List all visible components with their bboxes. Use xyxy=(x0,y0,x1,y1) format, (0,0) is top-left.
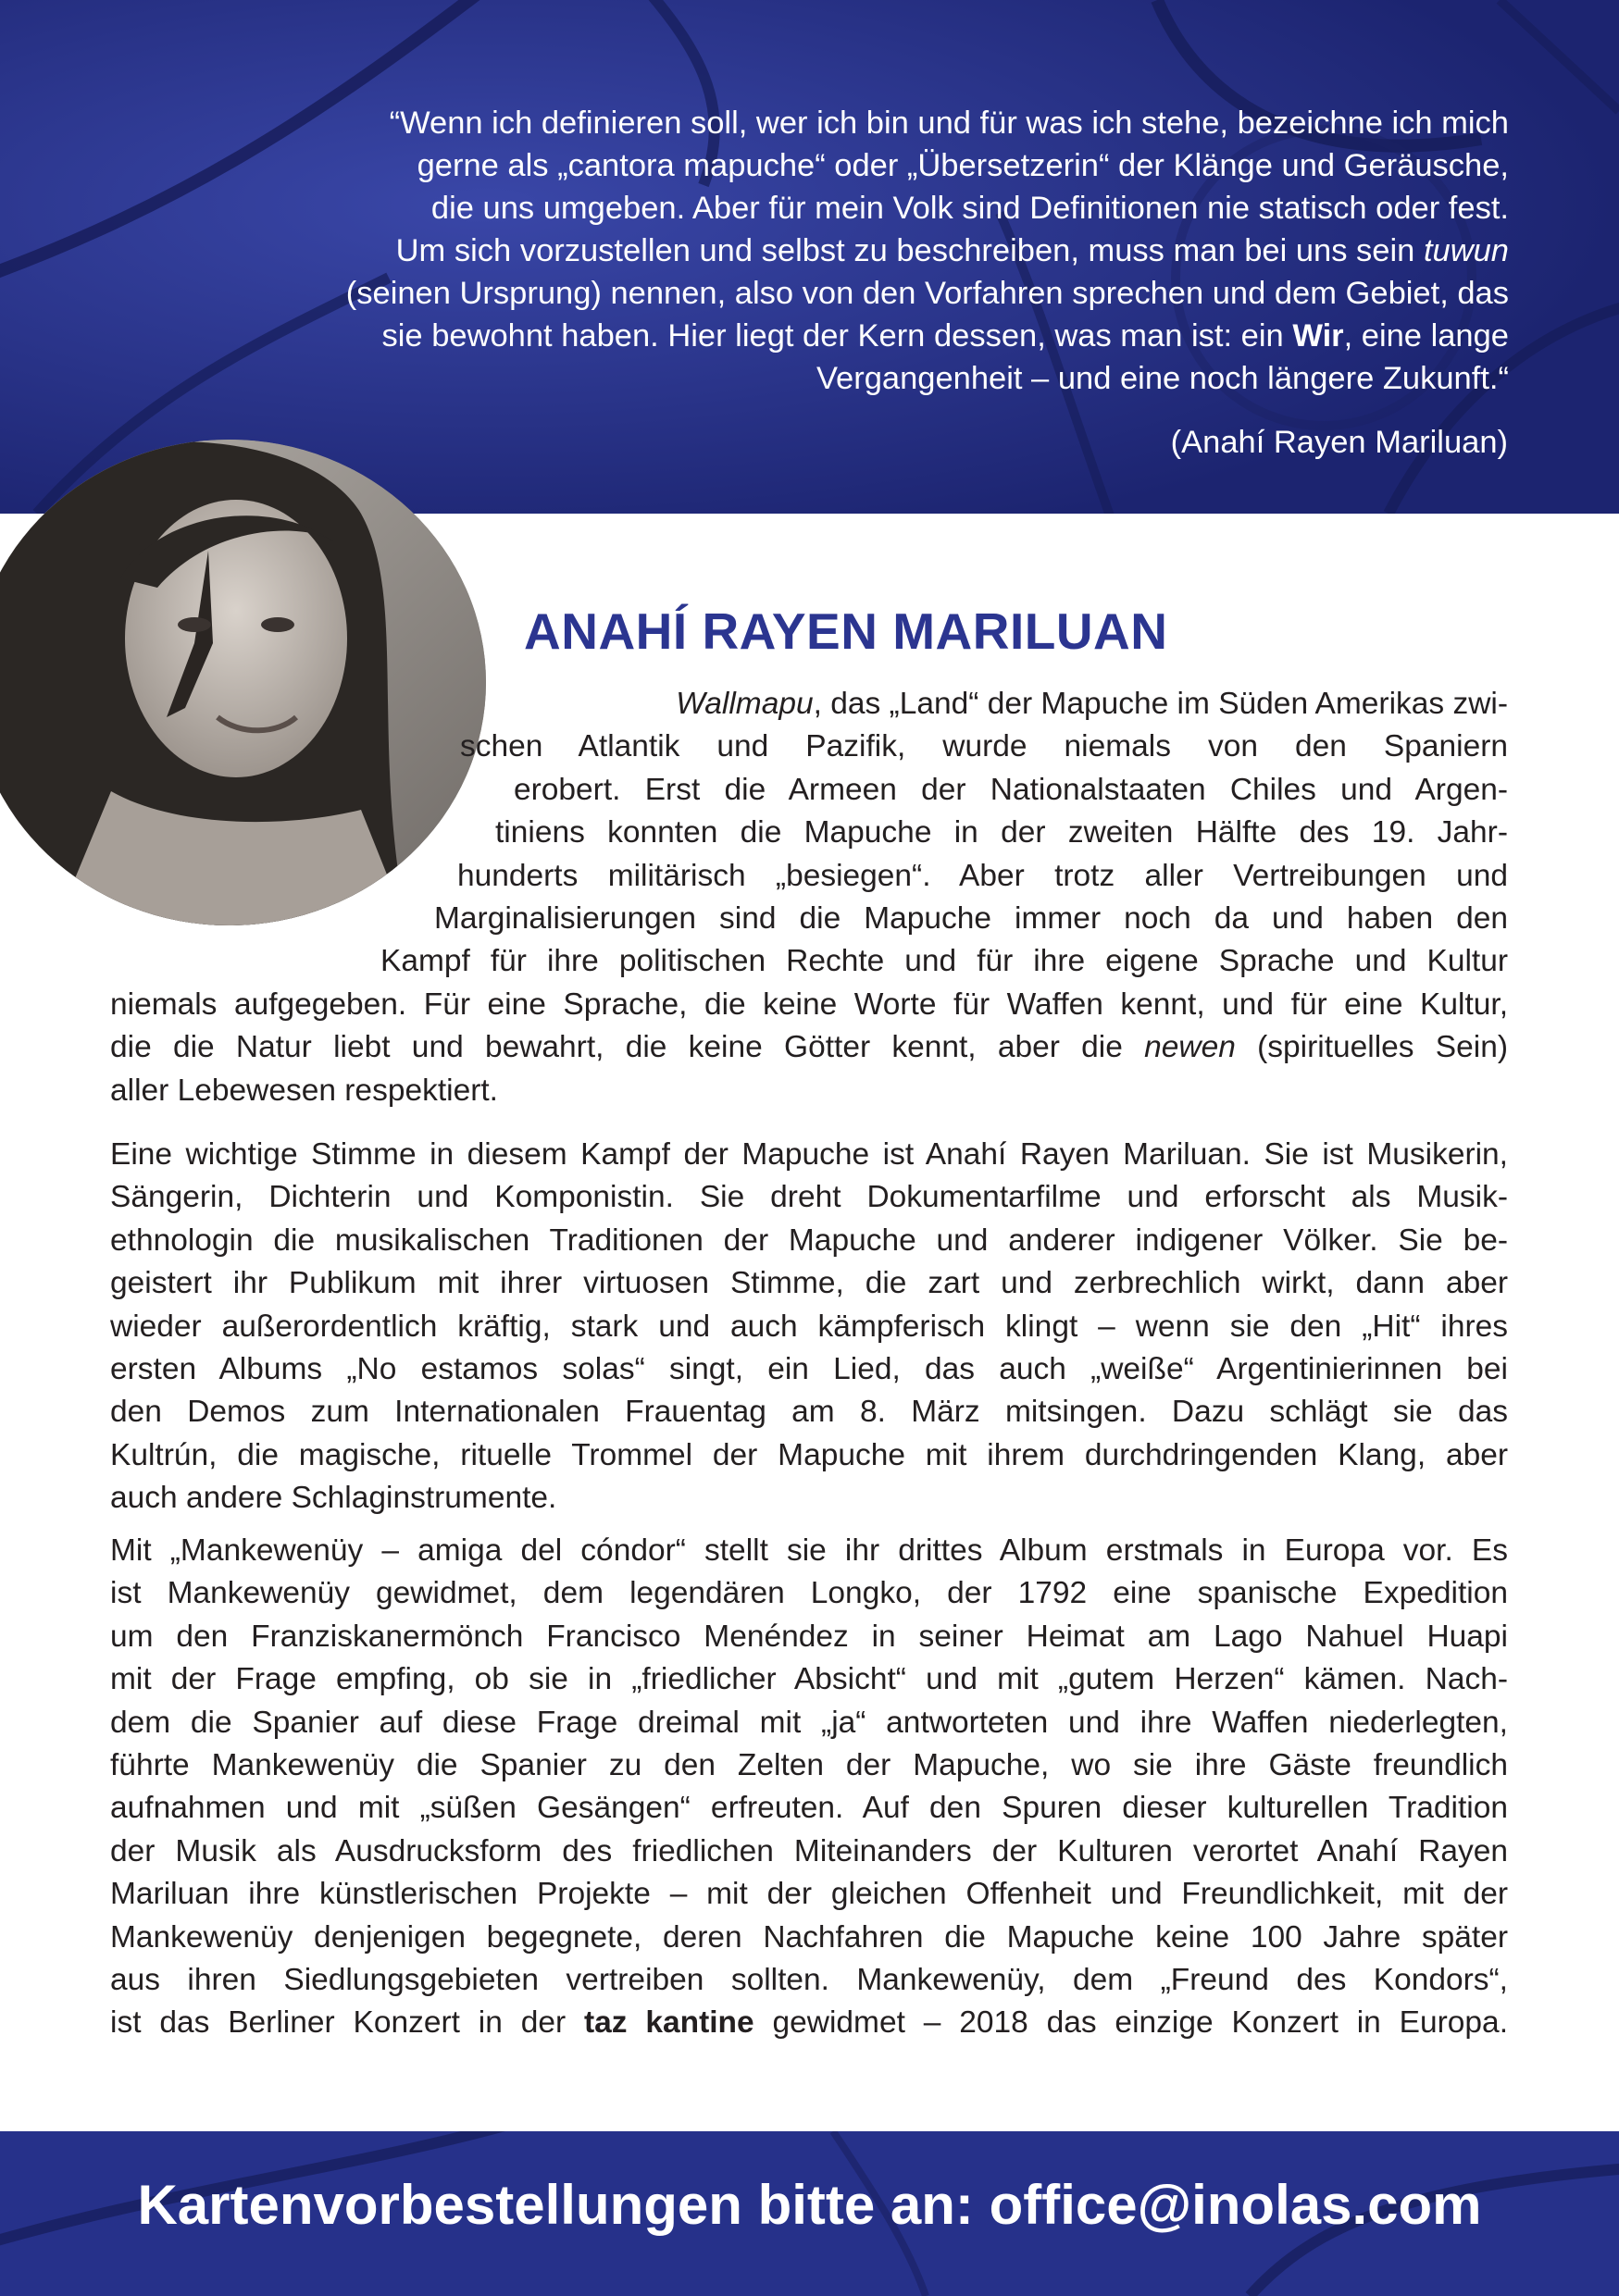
italic-term: newen xyxy=(1144,1030,1236,1065)
text-line: hunderts militärisch „besiegen“. Aber trotz aller Vertreibungen und xyxy=(457,858,1508,893)
text-line: mit der Frage empfing, ob sie in „friedlicher Absicht“ und mit „gutem Herzen“ kämen. Nach- xyxy=(110,1662,1508,1697)
text-line: auch andere Schlaginstrumente. xyxy=(110,1481,557,1516)
quote-line: Um sich vorzustellen und selbst zu beschreiben, muss man bei uns sein tuwun xyxy=(395,233,1509,268)
text-line: Marginalisierungen sind die Mapuche immer noch da und haben den xyxy=(434,901,1508,937)
text-line: ersten Albums „No estamos solas“ singt, ein Lied, das auch „weiße“ Argentinierinnen bei xyxy=(110,1352,1508,1387)
text-line: ist das Berliner Konzert in der taz kantine gewidmet – 2018 das einzige Konzert in Europa. xyxy=(110,2005,1508,2041)
text-line: Kultrún, die magische, rituelle Trommel der Mapuche mit ihrem durchdringenden Klang, aber xyxy=(110,1437,1508,1472)
quote-line: die uns umgeben. Aber für mein Volk sind Definitionen nie statisch oder fest. xyxy=(430,191,1509,226)
text-line: Kampf für ihre politischen Rechte und für ihre eigene Sprache und Kultur xyxy=(380,944,1508,979)
text-line: schen Atlantik und Pazifik, wurde niemals von den Spaniern xyxy=(460,729,1508,764)
page-title: ANAHÍ RAYEN MARILUAN xyxy=(524,602,1168,660)
booking-contact: Kartenvorbestellungen bitte an: office@inolas.com xyxy=(137,2174,1482,2236)
quote-line: “Wenn ich definieren soll, wer ich bin und für was ich stehe, bezeichne ich mich xyxy=(389,105,1509,141)
text-line: führte Mankewenüy die Spanier zu den Zelten der Mapuche, wo sie ihre Gäste freundlich xyxy=(110,1748,1508,1783)
text-line: Wallmapu, das „Land“ der Mapuche im Süden Amerikas zwi- xyxy=(676,687,1508,721)
venue-name: taz kantine xyxy=(583,2005,754,2041)
text-line: wieder außerordentlich kräftig, stark und auch kämpferisch klingt – wenn sie den „Hit“ ihres xyxy=(110,1309,1508,1344)
quote xyxy=(139,102,1509,400)
text-line: der Musik als Ausdrucksform des friedlichen Miteinanders der Kulturen verortet Anahí Rayen xyxy=(110,1833,1508,1868)
text-line: Sängerin, Dichterin und Komponistin. Sie dreht Dokumentarfilme und erforscht als Musik- xyxy=(110,1180,1508,1215)
quote-line: sie bewohnt haben. Hier liegt der Kern dessen, was man ist: ein Wir, eine lange xyxy=(381,318,1509,354)
text-line: aufnahmen und mit „süßen Gesängen“ erfreuten. Auf den Spuren dieser kulturellen Tradition xyxy=(110,1791,1508,1826)
text-line: Mankewenüy denjenigen begegnete, deren Nachfahren die Mapuche keine 100 Jahre später xyxy=(110,1919,1508,1955)
quote-line: Vergangenheit – und eine noch längere Zukunft.“ xyxy=(816,361,1509,396)
quote-line: (seinen Ursprung) nennen, also von den Vorfahren sprechen und dem Gebiet, das xyxy=(345,276,1509,311)
text-line: geistert ihr Publikum mit ihrer virtuosen Stimme, die zart und zerbrechlich wirkt, dann aber xyxy=(110,1266,1508,1301)
italic-term: Wallmapu xyxy=(676,687,814,721)
paragraph-album xyxy=(110,1530,1508,2045)
paragraph-intro xyxy=(110,683,1508,1112)
text-line: Mit „Mankewenüy – amiga del cóndor“ stellt sie ihr drittes Album erstmals in Europa vor. Es xyxy=(110,1533,1508,1568)
text-line: die die Natur liebt und bewahrt, die keine Götter kennt, aber die newen (spirituelles Sein) xyxy=(110,1030,1509,1065)
text-line: um den Franziskanermönch Francisco Menéndez in seiner Heimat am Lago Nahuel Huapi xyxy=(110,1619,1508,1654)
quote-bold-term: Wir xyxy=(1292,318,1344,354)
quote-line: gerne als „cantora mapuche“ oder „Übersetzerin“ der Klänge und Geräusche, xyxy=(417,148,1509,183)
quote-italic-term: tuwun xyxy=(1423,233,1509,268)
text-line: erobert. Erst die Armeen der Nationalstaaten Chiles und Argen- xyxy=(514,772,1508,807)
paragraph-artist xyxy=(110,1134,1508,1520)
text-line: Mariluan ihre künstlerischen Projekte – mit der gleichen Offenheit und Freundlichkeit, mit der xyxy=(110,1877,1508,1912)
text-line: den Demos zum Internationalen Frauentag am 8. März mitsingen. Dazu schlägt sie das xyxy=(110,1395,1508,1430)
text-line: tiniens konnten die Mapuche in der zweiten Hälfte des 19. Jahr- xyxy=(495,815,1508,850)
text-line: Eine wichtige Stimme in diesem Kampf der Mapuche ist Anahí Rayen Mariluan. Sie ist Musikerin, xyxy=(110,1137,1508,1172)
quote-author: (Anahí Rayen Mariluan) xyxy=(1170,425,1508,460)
text-line: aller Lebewesen respektiert. xyxy=(110,1073,498,1108)
text-line: ist Mankewenüy gewidmet, dem legendären Longko, der 1792 eine spanische Expedition xyxy=(110,1576,1508,1611)
text-line: niemals aufgegeben. Für eine Sprache, die keine Worte für Waffen kennt, und für eine Kultur, xyxy=(110,987,1508,1022)
text-line: ethnologin die musikalischen Traditionen der Mapuche und anderer indigener Völker. Sie be- xyxy=(110,1222,1508,1258)
text-line: dem die Spanier auf diese Frage dreimal mit „ja“ antworteten und ihre Waffen niederlegten, xyxy=(110,1705,1508,1740)
text-line: aus ihren Siedlungsgebieten vertreiben sollten. Mankewenüy, dem „Freund des Kondors“, xyxy=(110,1963,1508,1998)
